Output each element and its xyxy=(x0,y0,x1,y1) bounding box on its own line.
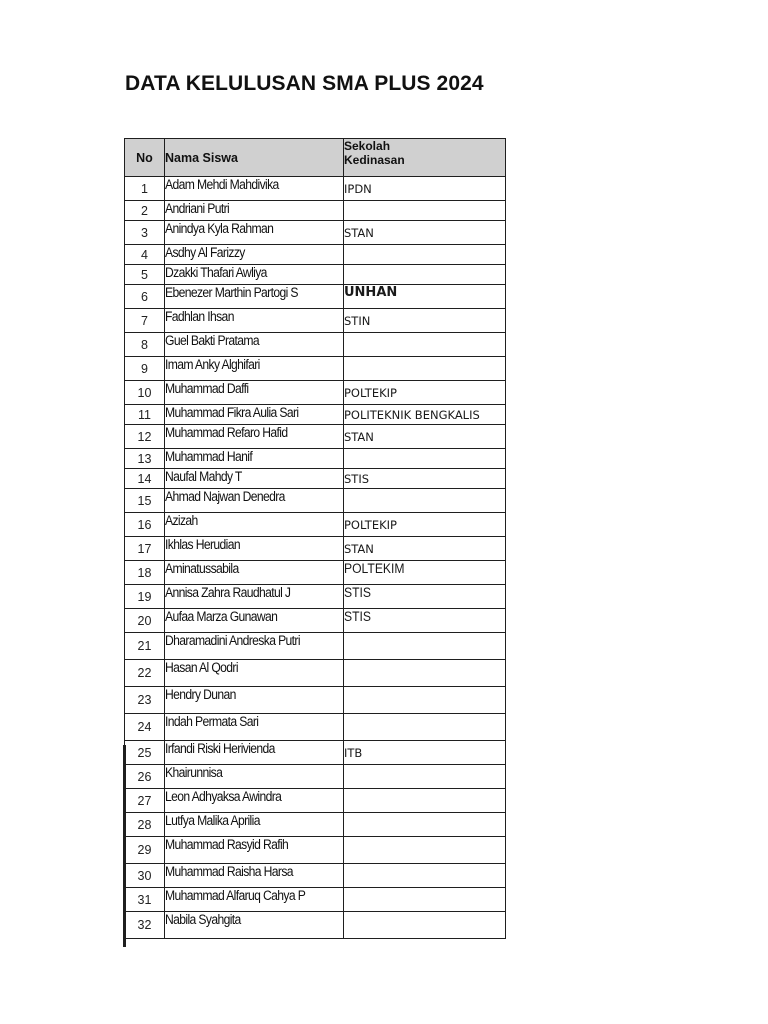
student-name: Muhammad Daffi xyxy=(165,381,249,396)
student-name: Nabila Syahgita xyxy=(165,912,241,927)
table-row xyxy=(125,789,506,813)
table-row xyxy=(125,201,506,221)
row-number: 9 xyxy=(125,357,165,381)
student-name-cell xyxy=(165,333,344,357)
school-cell xyxy=(344,888,506,912)
student-name-cell xyxy=(165,585,344,609)
school-name: POLITEKNIK BENGKALIS xyxy=(344,407,480,422)
row-number: 25 xyxy=(125,741,165,765)
student-name: Anindya Kyla Rahman xyxy=(165,221,274,236)
student-name-cell xyxy=(165,265,344,285)
table-row xyxy=(125,513,506,537)
school-cell xyxy=(344,765,506,789)
school-name: STIN xyxy=(344,313,371,328)
school-cell xyxy=(344,309,506,333)
table-row xyxy=(125,489,506,513)
student-name-cell xyxy=(165,789,344,813)
student-name-cell xyxy=(165,489,344,513)
school-cell xyxy=(344,561,506,585)
student-name-cell xyxy=(165,687,344,714)
student-name: Muhammad Hanif xyxy=(165,449,253,464)
table-row xyxy=(125,449,506,469)
school-cell xyxy=(344,469,506,489)
school-cell xyxy=(344,381,506,405)
row-number: 14 xyxy=(125,469,165,489)
student-name: Indah Permata Sari xyxy=(165,714,259,729)
student-name-cell xyxy=(165,813,344,837)
table-row xyxy=(125,864,506,888)
student-name: Leon Adhyaksa Awindra xyxy=(165,789,282,804)
school-cell xyxy=(344,912,506,939)
row-number: 18 xyxy=(125,561,165,585)
student-name: Ikhlas Herudian xyxy=(165,537,240,552)
school-cell xyxy=(344,741,506,765)
student-name-cell xyxy=(165,561,344,585)
table-row xyxy=(125,660,506,687)
school-cell xyxy=(344,333,506,357)
row-number: 31 xyxy=(125,888,165,912)
student-name: Adam Mehdi Mahdivika xyxy=(165,177,279,192)
school-name: POLTEKIP xyxy=(344,517,397,532)
table-row xyxy=(125,537,506,561)
left-border-accent xyxy=(123,745,126,947)
row-number: 7 xyxy=(125,309,165,333)
school-name: STIS xyxy=(344,471,370,486)
row-number: 30 xyxy=(125,864,165,888)
row-number: 28 xyxy=(125,813,165,837)
student-name: Azizah xyxy=(165,513,198,528)
school-name: STIS xyxy=(344,585,372,600)
student-name-cell xyxy=(165,285,344,309)
student-name-cell xyxy=(165,633,344,660)
student-name: Ahmad Najwan Denedra xyxy=(165,489,285,504)
school-cell xyxy=(344,864,506,888)
school-cell xyxy=(344,245,506,265)
table-row xyxy=(125,714,506,741)
student-name-cell xyxy=(165,714,344,741)
student-name: Fadhlan Ihsan xyxy=(165,309,234,324)
school-cell xyxy=(344,513,506,537)
student-name-cell xyxy=(165,513,344,537)
school-cell xyxy=(344,789,506,813)
table-row xyxy=(125,425,506,449)
table-body xyxy=(125,177,506,939)
student-name-cell xyxy=(165,888,344,912)
table-row xyxy=(125,333,506,357)
student-name: Muhammad Rasyid Rafih xyxy=(165,837,289,852)
table-row xyxy=(125,285,506,309)
student-name-cell xyxy=(165,425,344,449)
student-name: Ebenezer Marthin Partogi S xyxy=(165,285,298,300)
student-name: Annisa Zahra Raudhatul J xyxy=(165,585,291,600)
row-number: 29 xyxy=(125,837,165,864)
student-name: Andriani Putri xyxy=(165,201,230,216)
table-row xyxy=(125,469,506,489)
table-row xyxy=(125,405,506,425)
table-row xyxy=(125,888,506,912)
row-number: 15 xyxy=(125,489,165,513)
school-name: POLTEKIM xyxy=(344,561,405,576)
row-number: 10 xyxy=(125,381,165,405)
student-name-cell xyxy=(165,245,344,265)
school-cell xyxy=(344,285,506,309)
table-row xyxy=(125,609,506,633)
row-number: 6 xyxy=(125,285,165,309)
table-header-row xyxy=(125,139,506,177)
header-school xyxy=(344,139,506,177)
table-row xyxy=(125,813,506,837)
school-cell xyxy=(344,425,506,449)
student-name-cell xyxy=(165,469,344,489)
student-name-cell xyxy=(165,765,344,789)
school-name: POLTEKIP xyxy=(344,385,397,400)
row-number: 3 xyxy=(125,221,165,245)
student-name-cell xyxy=(165,221,344,245)
student-name-cell xyxy=(165,381,344,405)
row-number: 27 xyxy=(125,789,165,813)
school-name: UNHAN xyxy=(344,285,398,300)
table-row xyxy=(125,381,506,405)
table-row xyxy=(125,741,506,765)
student-name-cell xyxy=(165,405,344,425)
school-cell xyxy=(344,714,506,741)
student-name: Irfandi Riski Herivienda xyxy=(165,741,275,756)
header-no: No xyxy=(125,139,165,177)
school-cell xyxy=(344,221,506,245)
school-cell xyxy=(344,837,506,864)
row-number: 16 xyxy=(125,513,165,537)
school-cell xyxy=(344,265,506,285)
student-name: Dharamadini Andreska Putri xyxy=(165,633,300,648)
header-name: Nama Siswa xyxy=(165,139,344,177)
school-cell xyxy=(344,609,506,633)
student-name: Guel Bakti Pratama xyxy=(165,333,260,348)
table-row xyxy=(125,561,506,585)
row-number: 32 xyxy=(125,912,165,939)
school-cell xyxy=(344,201,506,221)
school-cell xyxy=(344,537,506,561)
school-name: STIS xyxy=(344,609,372,624)
student-name: Dzakki Thafari Awliya xyxy=(165,265,267,280)
school-cell xyxy=(344,177,506,201)
school-cell xyxy=(344,405,506,425)
graduation-table xyxy=(124,138,506,939)
student-name: Asdhy Al Farizzy xyxy=(165,245,245,260)
school-name: STAN xyxy=(344,541,374,556)
student-name-cell xyxy=(165,837,344,864)
student-name-cell xyxy=(165,309,344,333)
table-row xyxy=(125,309,506,333)
school-cell xyxy=(344,449,506,469)
table-row xyxy=(125,633,506,660)
school-name: ITB xyxy=(344,745,363,760)
table-row xyxy=(125,357,506,381)
row-number: 2 xyxy=(125,201,165,221)
student-name-cell xyxy=(165,449,344,469)
student-name-cell xyxy=(165,741,344,765)
table-row xyxy=(125,177,506,201)
student-name-cell xyxy=(165,537,344,561)
school-cell xyxy=(344,687,506,714)
student-name: Khairunnisa xyxy=(165,765,223,780)
table-row xyxy=(125,245,506,265)
student-name: Muhammad Fikra Aulia Sari xyxy=(165,405,299,420)
table-row xyxy=(125,265,506,285)
row-number: 19 xyxy=(125,585,165,609)
page-title: DATA KELULUSAN SMA PLUS 2024 xyxy=(125,72,484,95)
school-cell xyxy=(344,633,506,660)
row-number: 13 xyxy=(125,449,165,469)
student-name-cell xyxy=(165,609,344,633)
school-cell xyxy=(344,489,506,513)
table-row xyxy=(125,837,506,864)
student-name: Muhammad Refaro Hafid xyxy=(165,425,288,440)
table-row xyxy=(125,912,506,939)
student-name-cell xyxy=(165,912,344,939)
student-name: Muhammad Alfaruq Cahya P xyxy=(165,888,306,903)
school-cell xyxy=(344,357,506,381)
row-number: 12 xyxy=(125,425,165,449)
student-name: Lutfya Malika Aprilia xyxy=(165,813,260,828)
row-number: 21 xyxy=(125,633,165,660)
school-name: STAN xyxy=(344,225,374,240)
student-name-cell xyxy=(165,660,344,687)
student-name-cell xyxy=(165,177,344,201)
student-name: Muhammad Raisha Harsa xyxy=(165,864,293,879)
student-name: Aminatussabila xyxy=(165,561,239,576)
student-name: Hendry Dunan xyxy=(165,687,236,702)
row-number: 4 xyxy=(125,245,165,265)
school-cell xyxy=(344,813,506,837)
student-name: Hasan Al Qodri xyxy=(165,660,238,675)
table-row xyxy=(125,585,506,609)
row-number: 22 xyxy=(125,660,165,687)
row-number: 17 xyxy=(125,537,165,561)
student-name-cell xyxy=(165,864,344,888)
student-name: Aufaa Marza Gunawan xyxy=(165,609,278,624)
table-row xyxy=(125,765,506,789)
table-row xyxy=(125,687,506,714)
student-name: Naufal Mahdy T xyxy=(165,469,242,484)
table-row xyxy=(125,221,506,245)
school-name: STAN xyxy=(344,429,374,444)
row-number: 24 xyxy=(125,714,165,741)
row-number: 20 xyxy=(125,609,165,633)
school-cell xyxy=(344,660,506,687)
school-cell xyxy=(344,585,506,609)
student-name: Imam Anky Alghifari xyxy=(165,357,260,372)
row-number: 11 xyxy=(125,405,165,425)
student-name-cell xyxy=(165,357,344,381)
row-number: 23 xyxy=(125,687,165,714)
row-number: 5 xyxy=(125,265,165,285)
row-number: 1 xyxy=(125,177,165,201)
row-number: 8 xyxy=(125,333,165,357)
header-school-label: Sekolah Kedinasan xyxy=(344,139,405,167)
row-number: 26 xyxy=(125,765,165,789)
student-name-cell xyxy=(165,201,344,221)
school-name: IPDN xyxy=(344,181,372,196)
